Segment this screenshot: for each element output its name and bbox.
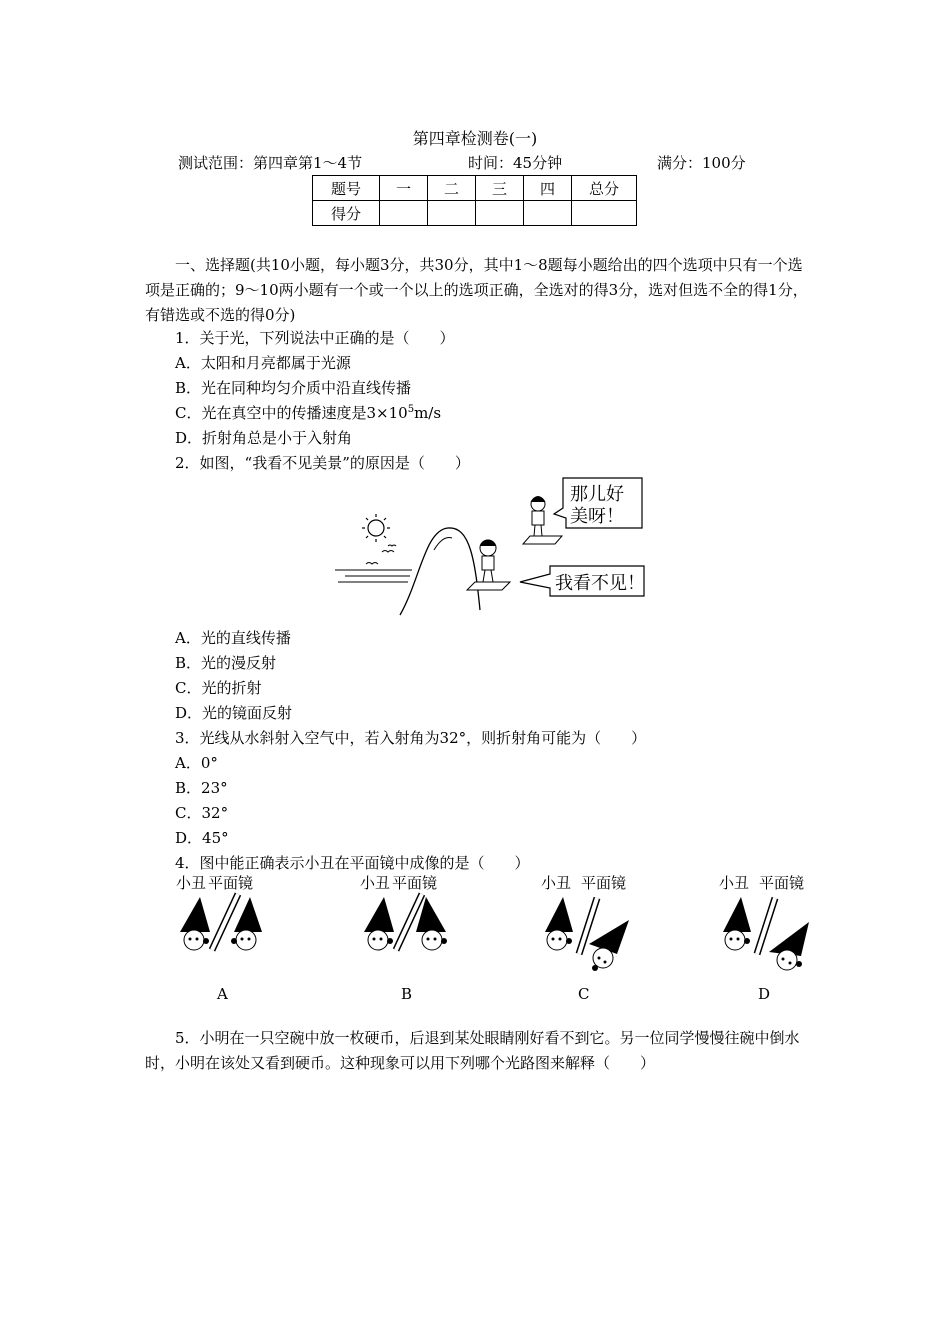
mirror-label: 平面镜 (581, 874, 627, 892)
q4-stem: 4．图中能正确表示小丑在平面镜中成像的是（ ） (175, 854, 530, 872)
sun-icon (362, 514, 390, 542)
page-title: 第四章检测卷(一) (412, 129, 538, 148)
mirror-label: 平面镜 (208, 874, 254, 892)
clown-label: 小丑 (541, 874, 572, 892)
q4-figure-a (172, 872, 272, 982)
q1-option-b: B．光在同种均匀介质中沿直线传播 (175, 379, 412, 397)
q3-option-b: B．23° (175, 779, 228, 797)
bubble-top-line2: 美呀！ (570, 506, 624, 527)
score-cell[interactable] (524, 201, 572, 226)
q4-figure-d (715, 872, 815, 982)
clown-icon (356, 892, 456, 982)
q1-option-c-text: C．光在真空中的传播速度是3×10 (175, 404, 408, 422)
score-cell[interactable] (428, 201, 476, 226)
q1-stem: 1．关于光，下列说法中正确的是（ ） (175, 329, 455, 347)
q5-text: 5．小明在一只空碗中放一枚硬币，后退到某处眼睛刚好看不到它。另一位同学慢慢往碗中倒水时，小明在该处又看到硬币。这种现象可以用下列哪个光路图来解释（ ） (145, 1029, 800, 1072)
water-surface (335, 570, 412, 582)
q4-option-a: A (217, 985, 228, 1003)
girl-figure (531, 497, 545, 537)
section-intro: 一、选择题(共10小题，每小题3分，共30分，其中1～8题每小题给出的四个选项中只有一个选项是正确的；9～10两小题有一个或一个以上的选项正确，全选对的得3分，选对但选不全的得1分，有错选或不选的得0分) (145, 256, 808, 324)
q2-stem: 2．如图，“我看不见美景”的原因是（ ） (175, 454, 470, 472)
test-time: 时间：45分钟 (468, 154, 563, 172)
q2-option-c: C．光的折射 (175, 679, 262, 697)
q4-option-b: B (401, 985, 413, 1003)
q3-option-a: A．0° (175, 754, 218, 772)
q3-option-c: C．32° (175, 804, 229, 822)
clown-icon (172, 892, 272, 982)
bubble-bottom-text: 我看不见！ (555, 573, 645, 594)
full-score: 满分：100分 (657, 154, 746, 172)
q4-option-c: C (578, 985, 590, 1003)
mountain-shape (400, 528, 480, 615)
q2-figure (330, 470, 650, 620)
q1-option-d: D．折射角总是小于入射角 (175, 429, 353, 447)
score-cell: 三 (476, 176, 524, 201)
score-table-header-row (313, 176, 637, 201)
score-table (312, 175, 637, 226)
score-cell[interactable] (572, 201, 637, 226)
score-cell[interactable] (476, 201, 524, 226)
score-cell: 得分 (313, 201, 380, 226)
q4-figure-c (537, 872, 637, 982)
q4-figure-b (356, 872, 456, 982)
clown-label: 小丑 (360, 874, 391, 892)
clown-label: 小丑 (719, 874, 750, 892)
bird-icon (366, 545, 396, 564)
score-cell: 四 (524, 176, 572, 201)
score-cell[interactable] (380, 201, 428, 226)
q1-option-a: A．太阳和月亮都属于光源 (175, 354, 351, 372)
q1-option-c-unit: m/s (414, 404, 442, 422)
bubble-top-line1: 那儿好 (570, 484, 624, 505)
score-cell: 一 (380, 176, 428, 201)
q2-option-a: A．光的直线传播 (175, 629, 291, 647)
mirror-label: 平面镜 (392, 874, 438, 892)
mirror-label: 平面镜 (759, 874, 805, 892)
q2-option-b: B．光的漫反射 (175, 654, 277, 672)
score-cell: 题号 (313, 176, 380, 201)
score-cell: 二 (428, 176, 476, 201)
upper-platform (523, 536, 562, 544)
q3-stem: 3．光线从水斜射入空气中，若入射角为32°，则折射角可能为（ ） (175, 729, 647, 747)
q1-option-c (175, 402, 441, 423)
lower-platform (467, 582, 510, 590)
boy-figure (480, 540, 496, 582)
score-table-score-row (313, 201, 637, 226)
clown-label: 小丑 (176, 874, 207, 892)
test-scope: 测试范围：第四章第1～4节 (178, 154, 363, 172)
q3-option-d: D．45° (175, 829, 229, 847)
score-cell: 总分 (572, 176, 637, 201)
q4-option-d: D (758, 985, 771, 1003)
clown-icon (715, 892, 815, 987)
q1-option-c-exponent: 5 (407, 404, 415, 415)
q2-option-d: D．光的镜面反射 (175, 704, 293, 722)
clown-icon (537, 892, 637, 987)
